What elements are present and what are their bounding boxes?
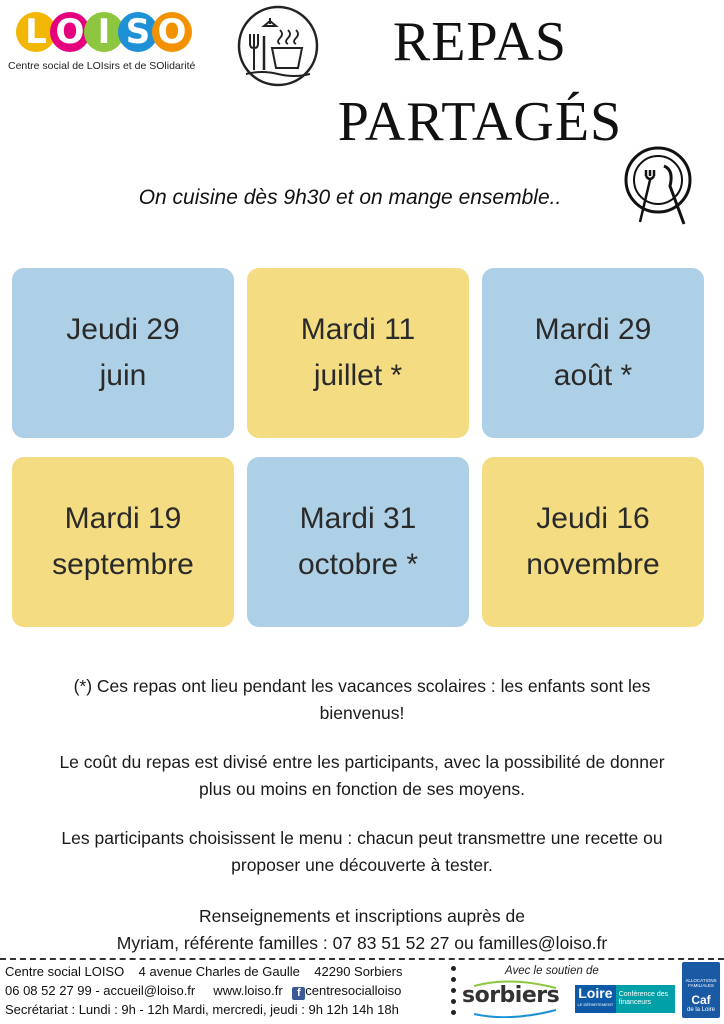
footer-divider xyxy=(0,958,724,960)
separator-dot xyxy=(451,966,456,971)
caf-subtitle: de la Loire xyxy=(686,1007,716,1013)
loire-department: LE DÉPARTEMENT xyxy=(577,1002,614,1007)
separator-dot xyxy=(451,1010,456,1015)
date-card xyxy=(482,457,704,627)
cooking-pot-icon xyxy=(236,4,320,88)
date-month: novembre xyxy=(526,548,660,581)
logo-subtitle: Centre social de LOIsirs et de SOlidarité xyxy=(8,60,196,72)
sorbiers-logo: sorbiers xyxy=(462,983,560,1008)
menu-info xyxy=(20,825,704,879)
footer-phone-email: 06 08 52 27 99 - accueil@loiso.fr www.loiso.fr xyxy=(5,983,287,998)
footer-phone-web xyxy=(5,981,402,1000)
date-month: octobre * xyxy=(297,548,419,581)
tagline: On cuisine dès 9h30 et on mange ensemble.. xyxy=(138,186,562,209)
conference-financeurs: Conférence des financeurs xyxy=(616,985,675,1013)
date-day: Mardi 19 xyxy=(64,501,182,535)
loire-title: Loire xyxy=(578,985,613,1001)
footer-hours: Secrétariat : Lundi : 9h - 12h Mardi, mercredi, jeudi : 9h 12h 14h 18h xyxy=(5,1002,399,1017)
date-card xyxy=(247,268,469,438)
date-card xyxy=(482,268,704,438)
date-day: Mardi 29 xyxy=(534,312,652,346)
date-card xyxy=(12,268,234,438)
holiday-note-line2: bienvenus! xyxy=(319,703,405,723)
caf-logo xyxy=(682,962,720,1018)
date-month: septembre xyxy=(52,548,194,581)
logo-letter-s: S xyxy=(118,12,158,52)
logo-word xyxy=(16,12,186,52)
facebook-icon: f xyxy=(292,987,305,1000)
logo-letter-l: L xyxy=(16,12,56,52)
dots-separator xyxy=(451,966,457,1021)
contact-info-line1: Renseignements et inscriptions auprès de xyxy=(199,906,525,926)
loire-logo xyxy=(575,985,675,1013)
date-month: juillet * xyxy=(313,359,403,392)
footer-address: Centre social LOISO 4 avenue Charles de Gaulle 42290 Sorbiers xyxy=(5,964,403,979)
support-label: Avec le soutien de xyxy=(505,965,599,977)
holiday-note xyxy=(20,673,704,727)
loiso-logo xyxy=(4,6,214,74)
caf-title: Caf xyxy=(691,993,711,1007)
page-title-line2: PARTAGÉS xyxy=(337,91,623,153)
date-month: août * xyxy=(553,359,633,392)
date-day: Jeudi 29 xyxy=(66,312,180,346)
date-day: Mardi 31 xyxy=(299,501,417,535)
logo-letter-o2: O xyxy=(152,12,192,52)
separator-dot xyxy=(451,988,456,993)
dates-grid xyxy=(12,268,704,628)
caf-allocations: ALLOCATIONS FAMILIALES xyxy=(685,978,717,988)
holiday-note-line1: (*) Ces repas ont lieu pendant les vacances scolaires : les enfants sont les xyxy=(73,676,651,696)
contact-info xyxy=(20,903,704,957)
date-day: Mardi 11 xyxy=(300,312,416,346)
logo-letter-o: O xyxy=(50,12,90,52)
date-card xyxy=(247,457,469,627)
footer-contact xyxy=(5,962,402,1019)
date-day: Jeudi 16 xyxy=(536,501,650,535)
date-month: juin xyxy=(99,359,147,392)
plate-fork-knife-icon xyxy=(624,140,692,228)
menu-info-line1: Les participants choisissent le menu : chacun peut transmettre une recette ou xyxy=(61,828,663,848)
cost-info-line2: plus ou moins en fonction de ses moyens. xyxy=(199,779,525,799)
loire-name xyxy=(575,985,616,1013)
contact-info-line2: Myriam, référente familles : 07 83 51 52 27 ou familles@loiso.fr xyxy=(116,933,608,953)
separator-dot xyxy=(451,977,456,982)
separator-dot xyxy=(451,999,456,1004)
cost-info-line1: Le coût du repas est divisé entre les participants, avec la possibilité de donner xyxy=(59,752,665,772)
logo-letter-i: I xyxy=(84,12,124,52)
menu-info-line2: proposer une découverte à tester. xyxy=(231,855,493,875)
footer-facebook: centresocialloiso xyxy=(305,983,402,998)
page-title-line1: REPAS xyxy=(392,11,568,73)
cost-info xyxy=(20,749,704,803)
date-card xyxy=(12,457,234,627)
